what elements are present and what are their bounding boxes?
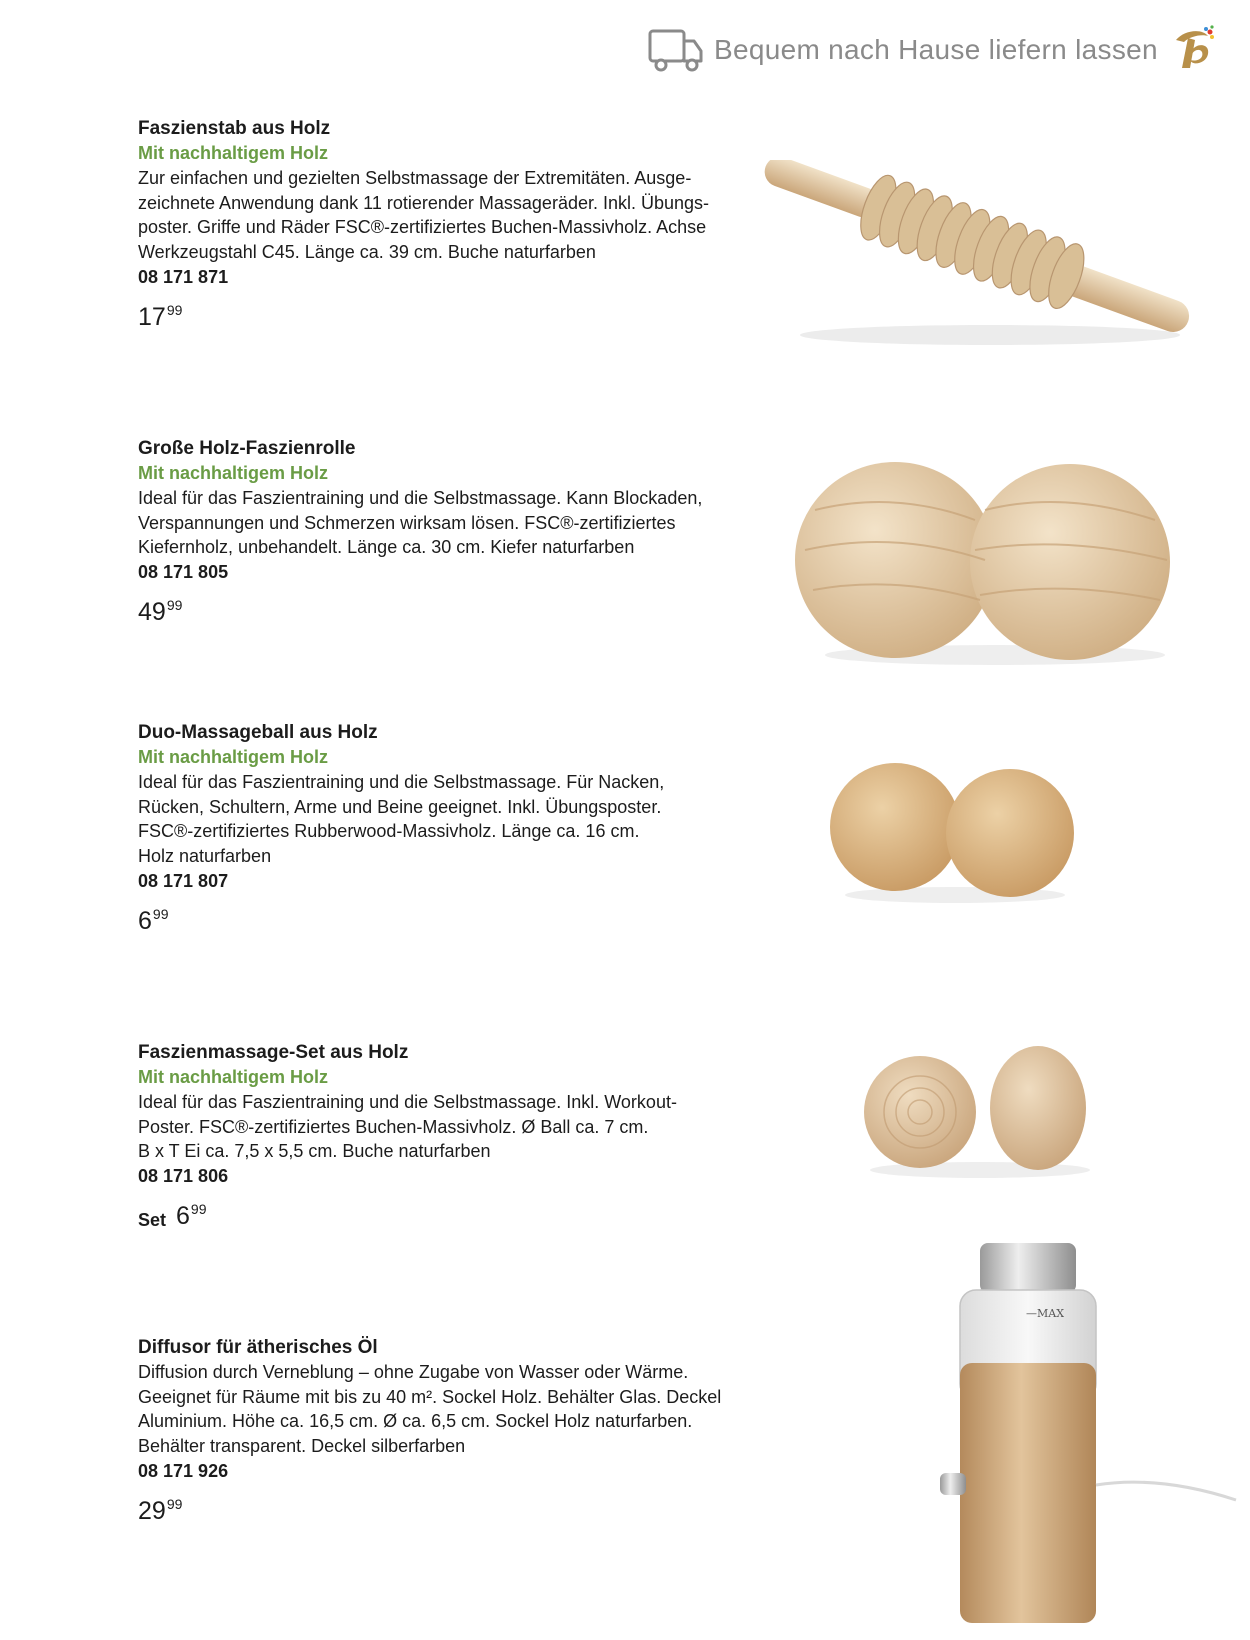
product-description <box>138 1090 738 1164</box>
price <box>138 1490 738 1525</box>
description-line: FSC®-zertifiziertes Rubberwood-Massivholz. Länge ca. 16 cm. <box>138 821 640 842</box>
description-line: Behälter transparent. Deckel silberfarben <box>138 1436 466 1457</box>
price-cents: 99 <box>166 1495 183 1512</box>
delivery-tagline: Bequem nach Hause liefern lassen <box>714 34 1158 65</box>
price-cents: 99 <box>190 1201 207 1218</box>
price-main: 6 <box>138 906 152 935</box>
product-duo-massageball[interactable] <box>138 720 738 935</box>
faszienstab-image <box>760 160 1210 360</box>
description-line: B x T Ei ca. 7,5 x 5,5 cm. Buche naturfarben <box>138 1141 491 1162</box>
description-line: Rücken, Schultern, Arme und Beine geeignet. Inkl. Übungsposter. <box>138 796 662 817</box>
product-name: Große Holz-Faszienrolle <box>138 438 356 459</box>
product-description <box>138 486 738 560</box>
price-cents: 99 <box>152 905 169 922</box>
description-line: Ideal für das Faszientraining und die Selbstmassage. Kann Blockaden, <box>138 488 703 508</box>
product-faszienrolle[interactable] <box>138 436 738 627</box>
duo-massageball-image <box>830 755 1080 905</box>
truck-icon <box>648 25 704 75</box>
product-description <box>138 166 738 265</box>
price-prefix: Set <box>138 1210 167 1231</box>
price-cents: 99 <box>166 597 183 614</box>
article-number: 08 171 805 <box>138 562 229 583</box>
price-main: 17 <box>138 302 166 331</box>
description-line: zeichnete Anwendung dank 11 rotierender Massageräder. Inkl. Übungs- <box>138 192 710 213</box>
description-line: Verspannungen und Schmerzen wirksam lösen. FSC®-zertifiziertes <box>138 512 676 533</box>
product-subtitle: Mit nachhaltigem Holz <box>138 143 329 163</box>
product-name: Faszienmassage-Set aus Holz <box>138 1042 409 1063</box>
description-line: Geeignet für Räume mit bis zu 40 m². Sockel Holz. Behälter Glas. Deckel <box>138 1386 722 1407</box>
diffuser-switch[interactable] <box>940 1473 966 1495</box>
price <box>138 900 738 935</box>
faszienrolle-image <box>795 450 1175 670</box>
description-line: Kiefernholz, unbehandelt. Länge ca. 30 cm. Kiefer naturfarben <box>138 537 635 558</box>
description-line: Zur einfachen und gezielten Selbstmassage der Extremitäten. Ausge- <box>138 168 692 188</box>
price-main: 49 <box>138 598 166 627</box>
article-number: 08 171 807 <box>138 870 229 891</box>
product-subtitle: Mit nachhaltigem Holz <box>138 747 329 767</box>
product-faszienstab[interactable] <box>138 116 738 331</box>
price-main: 29 <box>138 1496 166 1525</box>
tchibo-logo[interactable] <box>1168 24 1214 74</box>
description-line: poster. Griffe und Räder FSC®-zertifiziertes Buchen-Massivholz. Achse <box>138 217 707 238</box>
price-cents: 99 <box>166 301 183 318</box>
price <box>138 1195 738 1231</box>
description-line: Aluminium. Höhe ca. 16,5 cm. Ø ca. 6,5 cm. Sockel Holz naturfarben. <box>138 1411 693 1432</box>
product-name: Duo-Massageball aus Holz <box>138 722 378 743</box>
description-line: Holz naturfarben <box>138 846 272 867</box>
product-name: Diffusor für ätherisches Öl <box>138 1337 378 1358</box>
description-line: Diffusion durch Verneblung – ohne Zugabe von Wasser oder Wärme. <box>138 1362 689 1382</box>
price-main: 6 <box>176 1202 190 1231</box>
massage-set-image <box>860 1030 1100 1180</box>
price <box>138 591 738 627</box>
diffusor-image <box>940 1235 1240 1630</box>
description-line: Poster. FSC®-zertifiziertes Buchen-Massivholz. Ø Ball ca. 7 cm. <box>138 1116 649 1137</box>
article-number: 08 171 806 <box>138 1166 229 1187</box>
delivery-banner <box>648 22 1228 78</box>
description-line: Ideal für das Faszientraining und die Selbstmassage. Inkl. Workout- <box>138 1092 677 1112</box>
product-name: Faszienstab aus Holz <box>138 118 331 139</box>
price <box>138 296 738 331</box>
description-line: Ideal für das Faszientraining und die Selbstmassage. Für Nacken, <box>138 772 665 792</box>
diffuser-max-label: —MAX <box>1026 1307 1065 1320</box>
product-description <box>138 770 738 869</box>
description-line: Werkzeugstahl C45. Länge ca. 39 cm. Buche naturfarben <box>138 242 596 263</box>
product-diffusor[interactable] <box>138 1335 738 1525</box>
product-faszienmassage-set[interactable] <box>138 1040 738 1231</box>
product-description <box>138 1360 738 1459</box>
article-number: 08 171 926 <box>138 1460 229 1481</box>
product-subtitle: Mit nachhaltigem Holz <box>138 463 329 483</box>
article-number: 08 171 871 <box>138 266 229 287</box>
product-subtitle: Mit nachhaltigem Holz <box>138 1067 329 1087</box>
